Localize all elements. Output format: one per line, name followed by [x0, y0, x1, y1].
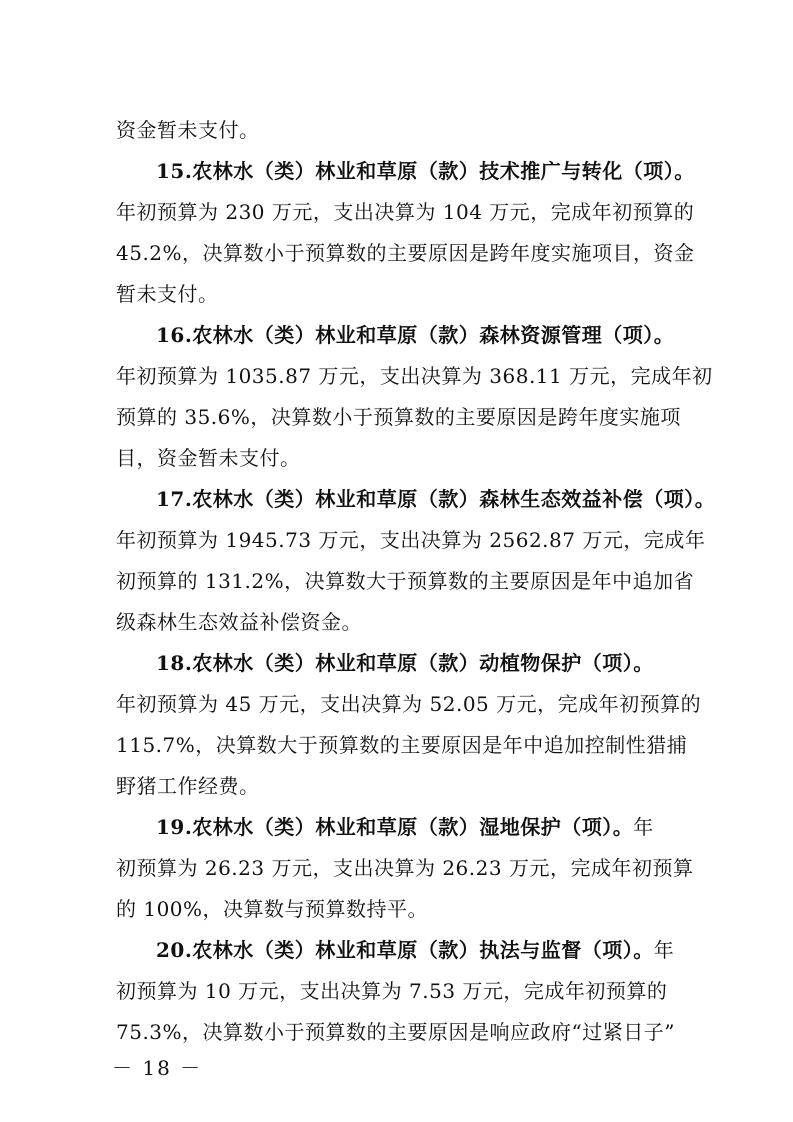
paragraph-line: 年初预算为 1945.73 万元，支出决算为 2562.87 万元，完成年 [116, 528, 706, 552]
section-heading-line-20 [156, 936, 674, 964]
section-heading-19: 19.农林水（类）林业和草原（款）湿地保护（项）。 [156, 815, 634, 839]
heading-tail-text: 年 [633, 815, 654, 839]
paragraph-line: 初预算的 131.2%，决算数大于预算数的主要原因是年中追加省 [116, 569, 695, 593]
paragraph-line: 75.3%，决算数小于预算数的主要原因是响应政府“过紧日子” [116, 1020, 675, 1044]
paragraph-line: 年初预算为 230 万元，支出决算为 104 万元，完成年初预算的 [116, 200, 695, 224]
paragraph-line: 初预算为 26.23 万元，支出决算为 26.23 万元，完成年初预算 [116, 856, 694, 880]
page-number: － 18 － [112, 1056, 203, 1080]
section-heading-17: 17.农林水（类）林业和草原（款）森林生态效益补偿（项）。 [156, 487, 716, 511]
paragraph-line: 初预算为 10 万元，支出决算为 7.53 万元，完成年初预算的 [116, 979, 668, 1003]
paragraph-line: 野猪工作经费。 [116, 774, 260, 798]
paragraph-line: 的 100%，决算数与预算数持平。 [116, 897, 429, 921]
paragraph-line: 资金暂未支付。 [116, 118, 260, 142]
section-heading-16: 16.农林水（类）林业和草原（款）森林资源管理（项）。 [156, 323, 675, 347]
paragraph-line: 115.7%，决算数大于预算数的主要原因是年中追加控制性猎捕 [116, 733, 688, 757]
paragraph-line: 年初预算为 1035.87 万元，支出决算为 368.11 万元，完成年初 [116, 364, 713, 388]
section-heading-20: 20.农林水（类）林业和草原（款）执法与监督（项）。 [156, 938, 654, 962]
paragraph-line: 45.2%，决算数小于预算数的主要原因是跨年度实施项目，资金 [116, 241, 695, 265]
section-heading-18: 18.农林水（类）林业和草原（款）动植物保护（项）。 [156, 651, 654, 675]
section-heading-line-19 [156, 813, 654, 841]
paragraph-line: 级森林生态效益补偿资金。 [116, 610, 362, 634]
heading-tail-text: 年 [653, 938, 675, 962]
paragraph-line: 目，资金暂未支付。 [116, 446, 301, 470]
paragraph-line: 暂未支付。 [116, 282, 219, 306]
paragraph-line: 预算的 35.6%，决算数小于预算数的主要原因是跨年度实施项 [116, 405, 681, 429]
section-heading-15: 15.农林水（类）林业和草原（款）技术推广与转化（项）。 [156, 159, 695, 183]
paragraph-line: 年初预算为 45 万元，支出决算为 52.05 万元，完成年初预算的 [116, 692, 702, 716]
